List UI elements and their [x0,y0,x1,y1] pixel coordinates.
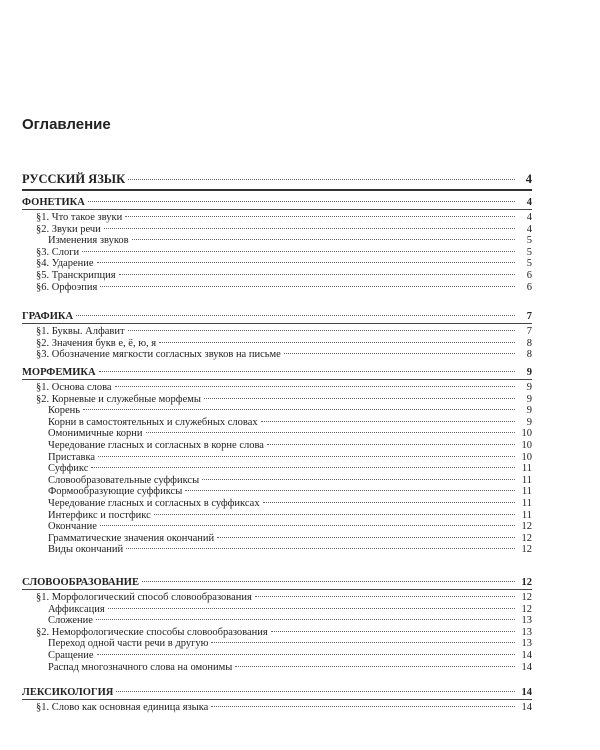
dot-leader [98,456,515,457]
toc-subitem-label: Распад многозначного слова на омонимы [48,661,233,673]
dot-leader [128,330,515,331]
toc-item-page-number: 5 [526,246,532,258]
toc-subitem-page-number: 12 [521,521,532,533]
toc-section[interactable] [22,310,532,324]
toc-subitem-label: Формообразующие суффиксы [48,486,183,498]
toc-item-label: §1. Буквы. Алфавит [36,326,125,337]
toc-part-label: РУССКИЙ ЯЗЫК [22,172,126,186]
toc-subitem-page-number: 10 [521,440,532,451]
toc-subitem-label: Интерфикс и постфикс [48,509,151,521]
toc-subitem-page-number: 13 [521,615,532,627]
toc-subitem[interactable] [48,543,532,557]
toc-item-label: §3. Слоги [36,246,80,258]
toc-subitem-page-number: 14 [521,661,532,673]
toc-subitem-page-number: 11 [521,486,532,498]
dot-leader [97,654,515,655]
toc-subitem-label: Чередование гласных и согласных в суффиксах [48,498,260,509]
dot-leader [91,467,515,468]
toc-item-page-number: 8 [526,337,532,349]
dot-leader [261,421,515,422]
toc-section-page-number: 4 [526,197,532,208]
toc-item-page-number: 4 [526,212,532,223]
toc-subitem-page-number: 11 [521,509,532,521]
dot-leader [142,581,515,582]
dot-leader [88,201,515,202]
toc-item[interactable] [36,281,532,295]
dot-leader [284,353,515,354]
toc-section-page-number: 14 [521,687,532,698]
toc-item-page-number: 7 [526,326,532,337]
toc-subitem-page-number: 11 [521,474,532,486]
toc-subitem-label: Приставка [48,451,96,463]
toc-item-label: §6. Орфоэпия [36,281,98,293]
dot-leader [154,514,515,515]
dot-leader [125,216,515,217]
dot-leader [159,342,515,343]
toc-item-label: §1. Морфологический способ словообразования [36,592,252,603]
dot-leader [100,525,515,526]
toc-section[interactable] [22,576,532,590]
toc-subitem-label: Аффиксация [48,603,105,615]
toc-item-label: §1. Основа слова [36,382,112,393]
toc-subitem-label: Грамматические значения окончаний [48,532,215,544]
dot-leader [97,262,515,263]
toc-section-page-number: 7 [526,311,532,322]
dot-leader [83,409,515,410]
dot-leader [255,596,515,597]
toc-subitem-page-number: 12 [521,544,532,556]
toc-section-label: МОРФЕМИКА [22,367,96,378]
dot-leader [235,666,515,667]
toc-subitem[interactable] [48,661,532,675]
toc-subitem-page-number: 9 [526,416,532,428]
toc-subitem-page-number: 11 [521,498,532,509]
dot-leader [108,608,515,609]
toc-item-page-number: 14 [521,702,532,713]
toc-subitem-page-number: 14 [521,650,532,661]
toc-part-page-number: 4 [525,172,532,186]
toc-item-label: §2. Неморфологические способы словообразования [36,626,268,638]
toc-section-label: ЛЕКСИКОЛОГИЯ [22,687,114,698]
toc-section-page-number: 12 [521,577,532,588]
dot-leader [116,691,515,692]
toc-part[interactable] [22,170,532,188]
toc-item-page-number: 5 [526,258,532,270]
toc-subitem-label: Окончание [48,521,97,533]
toc-item[interactable] [36,348,532,362]
toc-subitem-label: Виды окончаний [48,544,124,556]
toc-item-page-number: 4 [526,223,532,235]
dot-leader [211,706,515,707]
toc-subitem-label: Словообразовательные суффиксы [48,474,200,486]
section-divider [22,699,532,700]
toc-item-label: §2. Значения букв е, ё, ю, я [36,337,157,349]
dot-leader [82,251,515,252]
toc-subitem-label: Переход одной части речи в другую [48,638,209,650]
dot-leader [263,502,515,503]
toc-subitem-label: Сращение [48,650,94,661]
dot-leader [128,179,515,180]
toc-item-label: §4. Ударение [36,258,94,270]
dot-leader [126,548,515,549]
dot-leader [100,286,515,287]
dot-leader [115,386,515,387]
toc-subitem-page-number: 11 [521,463,532,475]
toc-item-page-number: 13 [521,626,532,638]
dot-leader [204,398,515,399]
dot-leader [76,315,515,316]
dot-leader [146,432,515,433]
toc-item-label: §1. Слово как основная единица языка [36,702,209,713]
dot-leader [99,371,515,372]
toc-subitem-page-number: 10 [521,428,532,440]
toc-subitem-page-number: 12 [521,532,532,544]
toc-item-label: §1. Что такое звуки [36,212,123,223]
toc-section[interactable] [22,196,532,210]
toc-section-label: ГРАФИКА [22,311,74,322]
toc-subitem-page-number: 12 [521,603,532,615]
section-divider [22,189,532,191]
toc-item-label: §2. Корневые и служебные морфемы [36,393,201,405]
section-divider [22,209,532,210]
toc-subitem-label: Корни в самостоятельных и служебных словах [48,416,258,428]
dot-leader [132,239,515,240]
dot-leader [217,537,515,538]
toc-item[interactable] [36,701,532,715]
toc-item-label: §5. Транскрипция [36,270,116,281]
toc-section-label: СЛОВООБРАЗОВАНИЕ [22,577,139,588]
toc-subitem-page-number: 9 [526,405,532,417]
toc-subitem-label: Чередование гласных и согласных в корне слова [48,440,264,451]
section-divider [22,379,532,380]
toc-subitem-label: Изменения звуков [48,235,129,247]
toc-subitem-page-number: 5 [526,235,532,247]
toc-item-page-number: 12 [521,592,532,603]
toc-subitem-label: Сложение [48,615,93,627]
page-title: Оглавление [22,116,111,133]
dot-leader [202,479,515,480]
section-divider [22,589,532,590]
toc-subitem-label: Омонимичные корни [48,428,143,440]
toc-item-page-number: 9 [526,393,532,405]
toc-section[interactable] [22,366,532,380]
dot-leader [271,631,515,632]
dot-leader [185,490,515,491]
toc-item-label: §2. Звуки речи [36,223,101,235]
dot-leader [104,228,515,229]
toc-item-page-number: 6 [526,281,532,293]
section-divider [22,323,532,324]
toc-subitem-label: Корень [48,405,81,417]
toc-section[interactable] [22,686,532,700]
dot-leader [267,444,515,445]
toc-item-page-number: 9 [526,382,532,393]
toc-item-page-number: 8 [526,349,532,361]
toc-subitem-label: Суффикс [48,463,89,475]
toc-subitem-page-number: 13 [521,638,532,650]
dot-leader [96,619,515,620]
toc-item-label: §3. Обозначение мягкости согласных звуков на письме [36,349,281,361]
toc-subitem-page-number: 10 [521,451,532,463]
toc-section-label: ФОНЕТИКА [22,197,85,208]
dot-leader [119,274,515,275]
toc-section-page-number: 9 [526,367,532,378]
toc-item-page-number: 6 [526,270,532,281]
dot-leader [211,642,515,643]
